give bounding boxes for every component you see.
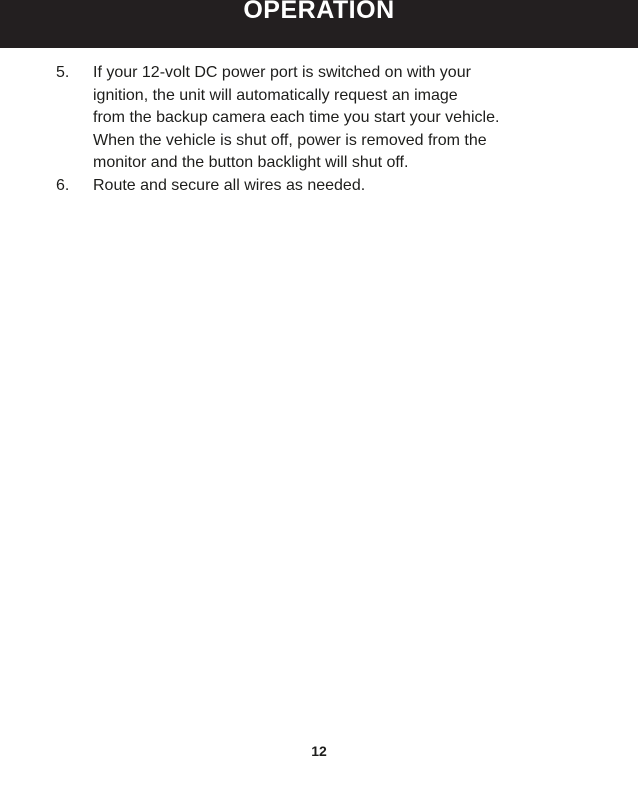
section-title: OPERATION [243,0,395,24]
step-text: If your 12-volt DC power port is switched on with your ignition, the unit will automatically request an image from the backup camera each time you start your vehicle. When the vehicle is shut off, power is removed from the monitor and the button backlight will shut off. [93,64,500,171]
list-item [56,175,586,198]
page-number: 12 [311,743,327,759]
section-header [0,0,638,48]
step-number: 6. [56,176,70,194]
instruction-list [56,62,586,197]
step-text: Route and secure all wires as needed. [93,176,366,194]
list-item [56,62,586,175]
step-number: 5. [56,64,70,81]
